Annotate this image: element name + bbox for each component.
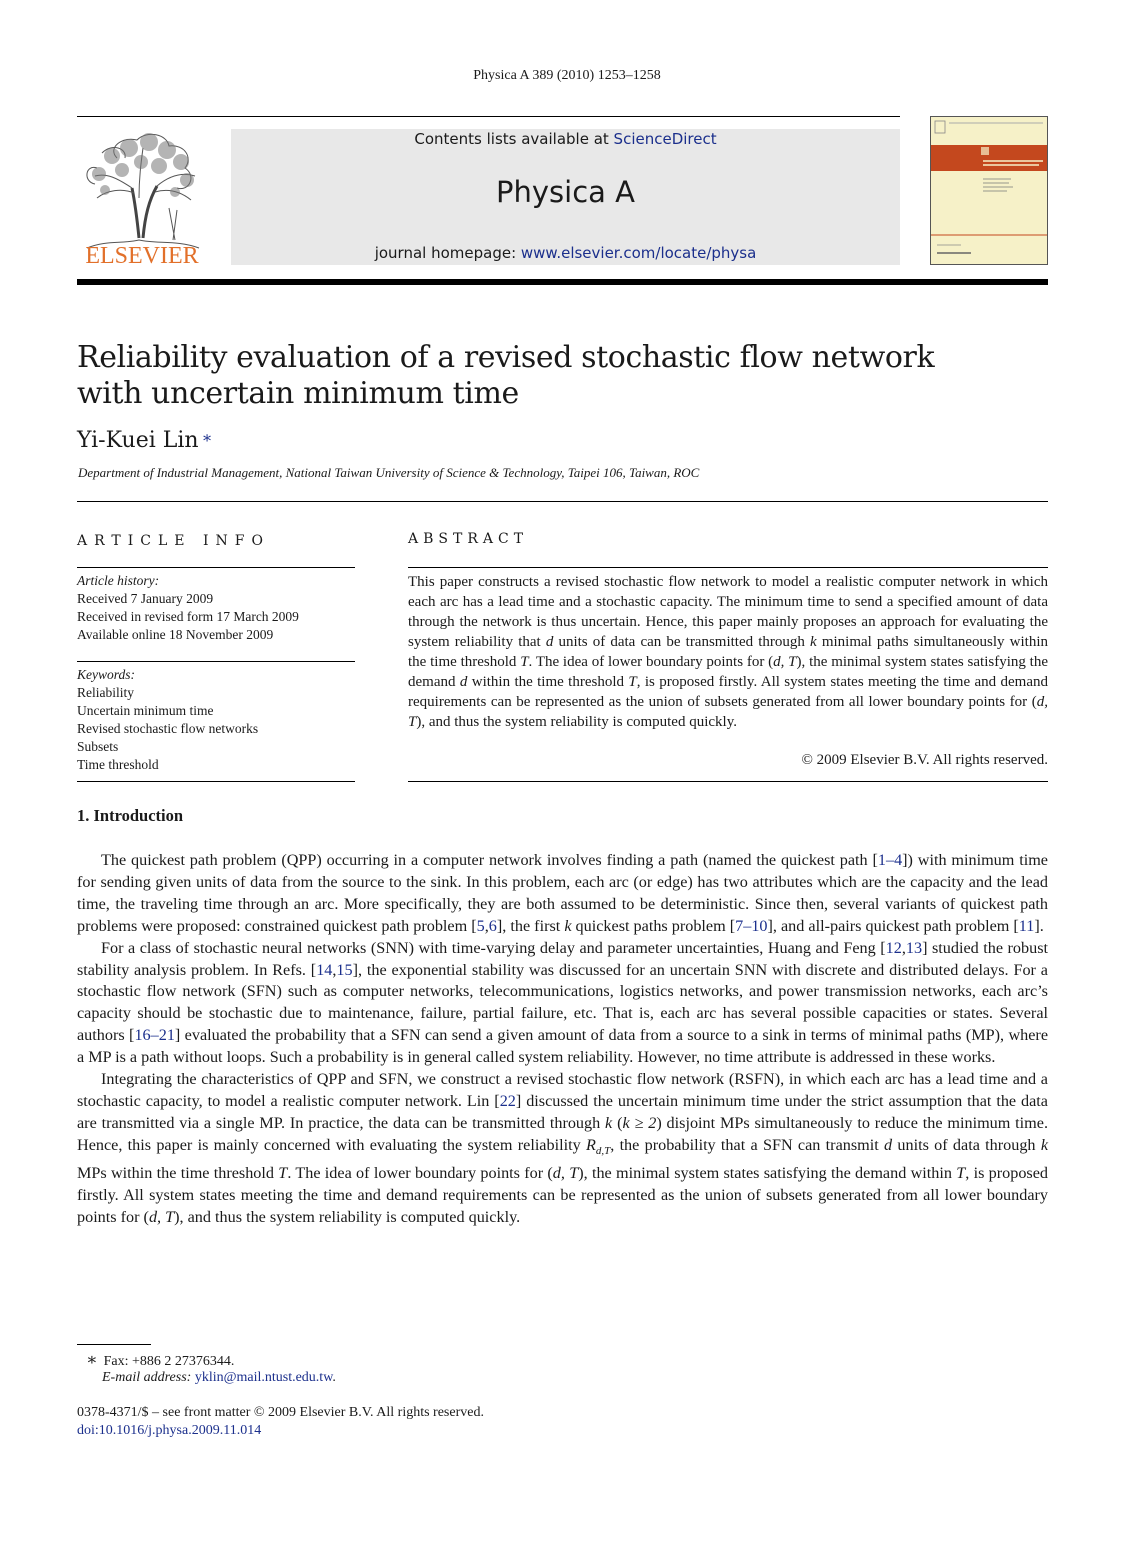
section-heading-introduction: 1. Introduction [77,806,184,825]
homepage-prefix: journal homepage: [374,244,521,262]
text-segment: , is proposed firstly. All system states meeting the time and demand requirements can be represented as the union of subsets generated from all lower boundary points for ( [77,1163,1049,1226]
citation-link[interactable]: 6 [488,916,497,935]
article-info-rule-top [77,567,355,568]
front-matter-line: 0378-4371/$ – see front matter © 2009 Elsevier B.V. All rights reserved. [77,1405,484,1420]
keywords-label: Keywords: [77,667,135,682]
journal-cover-thumbnail [930,116,1048,265]
journal-name: Physica A [496,175,635,209]
math-pair-dT: d, T [408,694,1048,730]
citation-link[interactable]: 13 [905,938,923,957]
abstract-segment: , is proposed firstly. All system states meeting the time and demand requirements can be represented as the union of subsets generated from all lower boundary points for ( [408,674,1048,710]
text-segment: Integrating the characteristics of QPP and SFN, we construct a revised stochastic flow network (RSFN), in which each arc has a lead time and a stochastic capacity, to model a realistic computer network. Lin [ [77,1070,1048,1110]
footnote-mark: ∗ [86,1350,98,1369]
cover-image [931,117,1048,265]
author-affiliation: Department of Industrial Management, National Taiwan University of Science & Technology, Taipei 106, Taiwan, ROC [78,465,700,480]
text-segment: ], the exponential stability was discussed for an uncertain SNN with discrete and distributed delays. For a stochastic flow network (SFN) such as computer networks, telecommunications, logistics networks, and power transmission networks, each arc’s capacity should be stochastic due to maintenance, failure, partial failure, etc. That is, each arc has several possible capacities or states. Several authors [ [77,960,1048,1045]
affiliation-rule [77,501,1048,502]
text-segment: The quickest path problem (QPP) occurring in a computer network involves finding a path (named the quickest path [ [101,851,878,869]
abstract-copyright: © 2009 Elsevier B.V. All rights reserved. [801,752,1048,768]
math-var-k: k [605,1113,613,1132]
text-segment: ), and thus the system reliability is computed quickly. [174,1207,521,1226]
keyword-item: Reliability [77,685,134,700]
text-segment: For a class of stochastic neural networks (SNN) with time-varying delay and parameter uncertainties, Huang and Feng [ [101,938,886,957]
contents-line [231,130,900,148]
text-segment: ] studied the robust stability analysis problem. In Refs. [ [77,938,1048,979]
text-segment: ( [612,1113,623,1132]
citation-link[interactable]: 14 [316,960,333,979]
sciencedirect-link[interactable]: ScienceDirect [613,130,717,148]
homepage-line [231,244,900,262]
abstract-segment: units of data can be transmitted through [553,634,811,650]
history-received: Received 7 January 2009 [77,591,214,606]
text-segment: ], the first [496,916,565,935]
citation-link[interactable]: 12 [885,938,902,957]
intro-paragraph-1 [77,850,1048,938]
abstract-segment: ), and thus the system reliability is computed quickly. [416,714,737,730]
article-title: Reliability evaluation of a revised stochastic flow network with uncertain minimum time [77,340,935,411]
text-segment: ]. [1034,916,1044,935]
citation-link[interactable]: 16–21 [134,1026,175,1045]
email-link[interactable]: yklin@mail.ntust.edu.tw [194,1370,333,1385]
masthead-top-rule [77,116,900,117]
contents-prefix: Contents lists available at [414,130,614,148]
citation-link[interactable]: 7–10 [735,916,768,935]
history-revised: Received in revised form 17 March 2009 [77,609,299,624]
text-segment: ] discussed the uncertain minimum time under the strict assumption that the data are transmitted via a single MP. In practice, the data can be transmitted through [77,1091,1048,1132]
journal-reference: Physica A 389 (2010) 1253–1258 [473,68,661,83]
keyword-item: Revised stochastic flow networks [77,721,259,736]
text-segment: , [332,960,337,979]
text-segment: units of data through [892,1135,1041,1154]
footnote-rule [77,1344,151,1345]
email-label: E-mail address: [102,1370,192,1385]
abstract-text [408,572,1048,732]
article-info-rule-bottom [77,781,355,782]
abstract-segment: minimal paths simultaneously within the time threshold [408,634,1048,670]
math-var-k: k [1040,1135,1048,1154]
math-var-k: k [810,634,817,650]
keyword-item: Time threshold [77,757,159,772]
citation-link[interactable]: 22 [499,1091,516,1110]
abstract-segment: within the time threshold [467,674,629,690]
math-var-d: d [884,1135,893,1154]
author-line [77,428,212,453]
footnote-fax [86,1350,234,1370]
keyword-item: Subsets [77,739,119,754]
math-var-R: R [585,1135,596,1154]
citation-link[interactable]: 5 [476,916,485,935]
text-segment: quickest paths problem [ [571,916,736,935]
text-segment: , [484,916,489,935]
article-info-heading: ARTICLE INFO [77,533,270,549]
abstract-segment: . The idea of lower boundary points for ( [528,654,774,670]
math-var-d: d [545,634,554,650]
introduction-body [77,850,1048,1229]
text-segment: ), the minimal system states satisfying the demand within [578,1163,957,1182]
math-subscript-dT: d,T [595,1145,611,1158]
text-segment: ) disjoint MPs simultaneously to reduce the minimum time. Hence, this paper is mainly concerned with evaluating the system reliability [77,1113,1049,1154]
citation-link[interactable]: 1–4 [877,851,903,869]
math-var-d: d [459,674,468,690]
footnote-email [102,1370,336,1386]
math-var-T: T [956,1163,966,1182]
keyword-item: Uncertain minimum time [77,703,214,718]
abstract-segment: ), the minimal system states satisfying the demand [408,654,1049,690]
article-history [77,572,355,644]
doi-link-text[interactable]: doi:10.1016/j.physa.2009.11.014 [77,1423,262,1438]
text-segment: ] evaluated the probability that a SFN can send a given amount of data from a source to a sink in terms of minimal paths (MP), where a MP is a path without loops. Such a probability is in general called system reliability. However, no time attribute is addressed in these works. [77,1026,1049,1067]
math-pair-dT: d, T [773,654,797,670]
abstract-rule-top [408,567,1048,568]
text-segment: . [332,1370,336,1385]
masthead-bottom-rule [77,279,1048,285]
citation-link[interactable]: 15 [336,960,353,979]
text-segment: . The idea of lower boundary points for ( [287,1163,553,1182]
math-var-T: T [278,1163,288,1182]
homepage-link[interactable]: www.elsevier.com/locate/physa [520,244,757,262]
doi-link[interactable] [77,1423,261,1439]
math-var-T: T [628,674,637,690]
elsevier-wordmark: ELSEVIER [85,243,199,269]
abstract-rule-bottom [408,781,1048,782]
math-var-k: k [564,916,572,935]
author-name[interactable]: Yi-Kuei Lin [77,428,199,453]
text-segment: , the probability that a SFN can transmit [610,1135,885,1154]
history-label: Article history: [77,573,160,588]
fax-number: Fax: +886 2 27376344. [103,1354,235,1369]
math-pair-dT: d, T [552,1163,579,1182]
text-segment: ], and all-pairs quickest path problem [ [767,916,1019,935]
text-segment: MPs within the time threshold [77,1163,279,1182]
math-k-ge-2: k ≥ 2 [622,1113,657,1132]
text-segment: ]) with minimum time for sending given units of data from the source to the sink. In this problem, each arc (or edge) has two attributes which are the capacity and the lead time, the traveling time through an arc. More specifically, they are both assumed to be deterministic. Since then, several variants of quickest path problems were proposed: constrained quickest path problem [ [77,851,1048,935]
keywords [77,666,355,774]
math-var-T: T [520,654,529,670]
history-online: Available online 18 November 2009 [77,627,274,642]
citation-link[interactable]: 11 [1018,916,1035,935]
text-segment: , [901,938,906,957]
author-footnote-mark[interactable]: ∗ [201,428,213,447]
math-pair-dT: d, T [148,1207,175,1226]
intro-paragraph-2 [77,938,1048,1069]
abstract-segment: This paper constructs a revised stochastic flow network to model a realistic computer network in which each arc has a lead time and a stochastic capacity. The minimum time to send a specified amount of data through the network is thus uncertain. Hence, this paper mainly proposes an approach for evaluating the system reliability that [408,574,1048,650]
article-info-rule-mid [77,661,355,662]
intro-paragraph-3 [77,1069,1048,1229]
abstract-heading: ABSTRACT [408,531,529,547]
